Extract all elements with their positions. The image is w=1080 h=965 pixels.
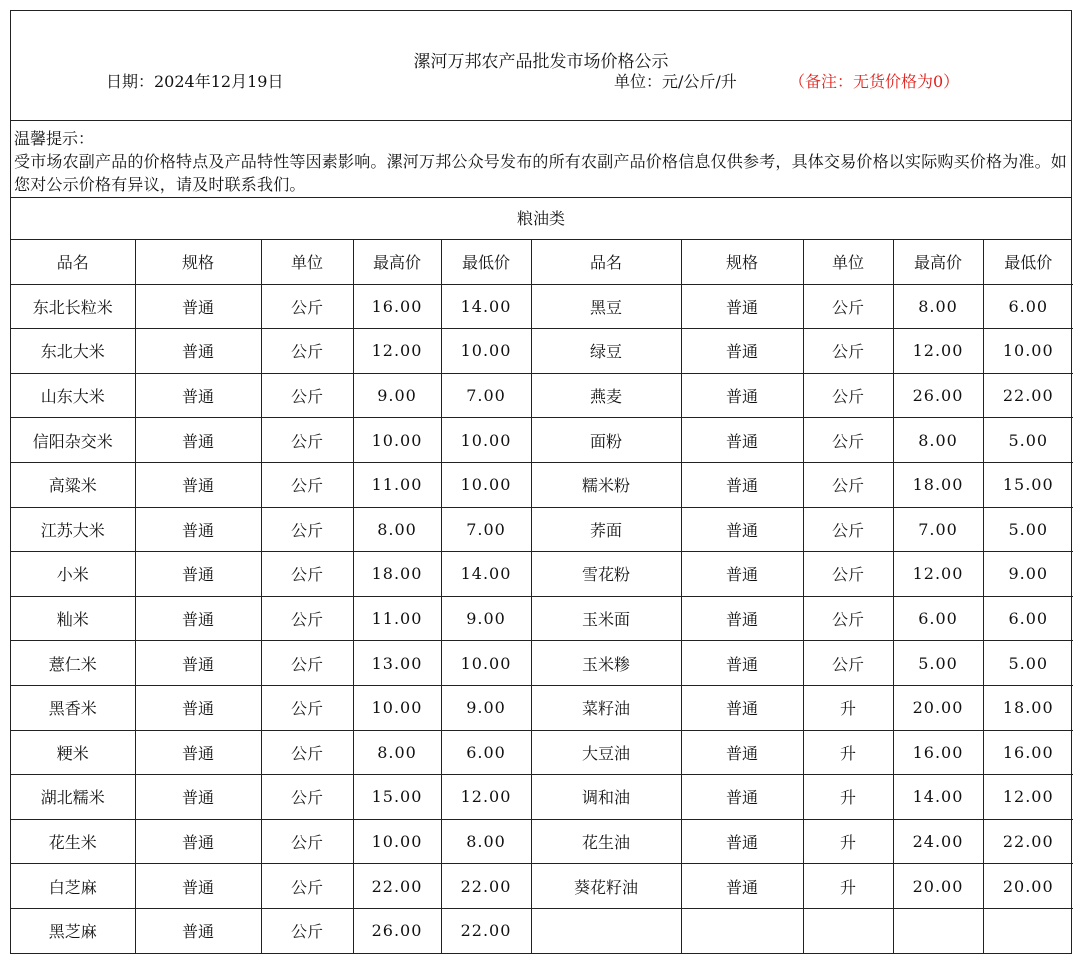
spec-cell: 普通: [135, 462, 261, 507]
max-price-cell: 22.00: [353, 864, 441, 909]
min-price-cell: 6.00: [983, 284, 1073, 329]
unit-cell: 升: [803, 775, 893, 820]
min-price-cell: 9.00: [441, 596, 531, 641]
spec-cell: 普通: [681, 730, 803, 775]
product-name-cell: 大豆油: [531, 730, 681, 775]
max-price-cell: 8.00: [893, 284, 983, 329]
product-name-cell: 玉米糁: [531, 641, 681, 686]
spec-cell: 普通: [681, 284, 803, 329]
min-price-cell: 5.00: [983, 641, 1073, 686]
category-title: 粮油类: [11, 198, 1071, 240]
max-price-cell: 10.00: [353, 418, 441, 463]
product-name-cell: 玉米面: [531, 596, 681, 641]
table-row: [11, 418, 1073, 463]
spec-cell: 普通: [135, 908, 261, 952]
spec-cell: 普通: [135, 418, 261, 463]
product-name-cell: 糯米粉: [531, 462, 681, 507]
column-header: 最低价: [441, 240, 531, 284]
unit-cell: 公斤: [261, 507, 353, 552]
min-price-cell: 10.00: [441, 641, 531, 686]
max-price-cell: 12.00: [893, 552, 983, 597]
product-name-cell: 白芝麻: [11, 864, 135, 909]
column-header: 品名: [531, 240, 681, 284]
max-price-cell: 11.00: [353, 596, 441, 641]
max-price-cell: 6.00: [893, 596, 983, 641]
spec-cell: 普通: [135, 864, 261, 909]
unit-cell: 公斤: [261, 418, 353, 463]
min-price-cell: 8.00: [441, 819, 531, 864]
min-price-cell: [983, 908, 1073, 952]
unit-cell: 公斤: [261, 284, 353, 329]
product-name-cell: 小米: [11, 552, 135, 597]
spec-cell: 普通: [135, 596, 261, 641]
table-row: [11, 507, 1073, 552]
product-name-cell: 江苏大米: [11, 507, 135, 552]
table-row: [11, 730, 1073, 775]
max-price-cell: 8.00: [893, 418, 983, 463]
min-price-cell: 22.00: [983, 819, 1073, 864]
min-price-cell: 9.00: [441, 685, 531, 730]
spec-cell: 普通: [135, 329, 261, 374]
product-name-cell: 花生油: [531, 819, 681, 864]
unit-cell: 公斤: [261, 596, 353, 641]
min-price-cell: 15.00: [983, 462, 1073, 507]
table-row: [11, 864, 1073, 909]
table-row: [11, 552, 1073, 597]
product-name-cell: 调和油: [531, 775, 681, 820]
page-title: 漯河万邦农产品批发市场价格公示: [413, 52, 669, 72]
table-row: [11, 596, 1073, 641]
unit-cell: 升: [803, 730, 893, 775]
spec-cell: [681, 908, 803, 952]
table-row: [11, 462, 1073, 507]
max-price-cell: 12.00: [353, 329, 441, 374]
column-header: 品名: [11, 240, 135, 284]
min-price-cell: 22.00: [441, 908, 531, 952]
product-name-cell: [531, 908, 681, 952]
spec-cell: 普通: [135, 641, 261, 686]
spec-cell: 普通: [135, 819, 261, 864]
unit-cell: 公斤: [261, 775, 353, 820]
max-price-cell: 26.00: [893, 373, 983, 418]
sheet-header: [11, 11, 1071, 121]
min-price-cell: 10.00: [441, 462, 531, 507]
max-price-cell: 18.00: [893, 462, 983, 507]
spec-cell: 普通: [135, 730, 261, 775]
tips-section: [11, 121, 1071, 198]
price-sheet: [10, 10, 1072, 954]
product-name-cell: 湖北糯米: [11, 775, 135, 820]
unit-cell: [803, 908, 893, 952]
spec-cell: 普通: [681, 462, 803, 507]
spec-cell: 普通: [135, 507, 261, 552]
max-price-cell: 20.00: [893, 685, 983, 730]
tips-heading: 温馨提示：: [14, 129, 95, 148]
max-price-cell: 26.00: [353, 908, 441, 952]
product-name-cell: 东北大米: [11, 329, 135, 374]
min-price-cell: 5.00: [983, 418, 1073, 463]
product-name-cell: 绿豆: [531, 329, 681, 374]
column-header: 单位: [803, 240, 893, 284]
product-name-cell: 花生米: [11, 819, 135, 864]
spec-cell: 普通: [681, 685, 803, 730]
min-price-cell: 10.00: [983, 329, 1073, 374]
product-name-cell: 山东大米: [11, 373, 135, 418]
max-price-cell: 20.00: [893, 864, 983, 909]
min-price-cell: 5.00: [983, 507, 1073, 552]
table-row: [11, 685, 1073, 730]
max-price-cell: 24.00: [893, 819, 983, 864]
unit-cell: 公斤: [803, 373, 893, 418]
unit-label: 单位：元/公斤/升: [614, 72, 737, 91]
min-price-cell: 12.00: [983, 775, 1073, 820]
max-price-cell: 10.00: [353, 685, 441, 730]
spec-cell: 普通: [135, 775, 261, 820]
date-label: 日期：2024年12月19日: [106, 72, 284, 91]
spec-cell: 普通: [681, 596, 803, 641]
product-name-cell: 黑豆: [531, 284, 681, 329]
max-price-cell: 10.00: [353, 819, 441, 864]
min-price-cell: 10.00: [441, 418, 531, 463]
product-name-cell: 荞面: [531, 507, 681, 552]
unit-cell: 公斤: [261, 552, 353, 597]
unit-cell: 公斤: [803, 552, 893, 597]
spec-cell: 普通: [681, 418, 803, 463]
min-price-cell: 6.00: [441, 730, 531, 775]
min-price-cell: 22.00: [983, 373, 1073, 418]
column-header: 规格: [681, 240, 803, 284]
unit-cell: 公斤: [803, 507, 893, 552]
spec-cell: 普通: [681, 552, 803, 597]
max-price-cell: 7.00: [893, 507, 983, 552]
table-row: [11, 775, 1073, 820]
min-price-cell: 12.00: [441, 775, 531, 820]
unit-cell: 公斤: [803, 418, 893, 463]
min-price-cell: 10.00: [441, 329, 531, 374]
unit-cell: 升: [803, 864, 893, 909]
spec-cell: 普通: [135, 552, 261, 597]
spec-cell: 普通: [135, 685, 261, 730]
min-price-cell: 20.00: [983, 864, 1073, 909]
max-price-cell: 8.00: [353, 507, 441, 552]
unit-cell: 升: [803, 685, 893, 730]
table-row: [11, 908, 1073, 952]
min-price-cell: 7.00: [441, 373, 531, 418]
spec-cell: 普通: [681, 775, 803, 820]
spec-cell: 普通: [681, 864, 803, 909]
unit-cell: 公斤: [803, 596, 893, 641]
unit-cell: 公斤: [261, 685, 353, 730]
product-name-cell: 黑芝麻: [11, 908, 135, 952]
max-price-cell: 15.00: [353, 775, 441, 820]
max-price-cell: [893, 908, 983, 952]
min-price-cell: 14.00: [441, 284, 531, 329]
unit-cell: 公斤: [261, 819, 353, 864]
spec-cell: 普通: [681, 329, 803, 374]
unit-cell: 公斤: [261, 329, 353, 374]
spec-cell: 普通: [135, 284, 261, 329]
spec-cell: 普通: [135, 373, 261, 418]
spec-cell: 普通: [681, 373, 803, 418]
product-name-cell: 雪花粉: [531, 552, 681, 597]
unit-cell: 公斤: [803, 462, 893, 507]
table-row: [11, 329, 1073, 374]
unit-cell: 公斤: [261, 373, 353, 418]
unit-cell: 公斤: [261, 730, 353, 775]
product-name-cell: 菜籽油: [531, 685, 681, 730]
unit-cell: 升: [803, 819, 893, 864]
product-name-cell: 面粉: [531, 418, 681, 463]
table-row: [11, 819, 1073, 864]
unit-cell: 公斤: [261, 864, 353, 909]
max-price-cell: 8.00: [353, 730, 441, 775]
max-price-cell: 16.00: [893, 730, 983, 775]
unit-cell: 公斤: [803, 329, 893, 374]
spec-cell: 普通: [681, 641, 803, 686]
unit-cell: 公斤: [261, 462, 353, 507]
max-price-cell: 13.00: [353, 641, 441, 686]
unit-cell: 公斤: [803, 284, 893, 329]
price-table-body: [11, 284, 1073, 952]
max-price-cell: 18.00: [353, 552, 441, 597]
max-price-cell: 9.00: [353, 373, 441, 418]
unit-cell: 公斤: [803, 641, 893, 686]
product-name-cell: 信阳杂交米: [11, 418, 135, 463]
column-header: 最低价: [983, 240, 1073, 284]
min-price-cell: 18.00: [983, 685, 1073, 730]
product-name-cell: 薏仁米: [11, 641, 135, 686]
min-price-cell: 22.00: [441, 864, 531, 909]
tips-body: 受市场农副产品的价格特点及产品特性等因素影响。漯河万邦公众号发布的所有农副产品价格信息仅供参考，具体交易价格以实际购买价格为准。如您对公示价格有异议，请及时联系我们。: [14, 152, 1068, 194]
min-price-cell: 16.00: [983, 730, 1073, 775]
product-name-cell: 葵花籽油: [531, 864, 681, 909]
product-name-cell: 燕麦: [531, 373, 681, 418]
table-header-row: [11, 240, 1073, 284]
spec-cell: 普通: [681, 507, 803, 552]
unit-cell: 公斤: [261, 641, 353, 686]
max-price-cell: 5.00: [893, 641, 983, 686]
spec-cell: 普通: [681, 819, 803, 864]
max-price-cell: 14.00: [893, 775, 983, 820]
table-row: [11, 641, 1073, 686]
max-price-cell: 16.00: [353, 284, 441, 329]
table-row: [11, 373, 1073, 418]
min-price-cell: 6.00: [983, 596, 1073, 641]
product-name-cell: 粳米: [11, 730, 135, 775]
table-row: [11, 284, 1073, 329]
product-name-cell: 高粱米: [11, 462, 135, 507]
note-label: （备注：无货价格为0）: [789, 72, 960, 91]
max-price-cell: 12.00: [893, 329, 983, 374]
product-name-cell: 黑香米: [11, 685, 135, 730]
column-header: 最高价: [893, 240, 983, 284]
min-price-cell: 14.00: [441, 552, 531, 597]
column-header: 规格: [135, 240, 261, 284]
min-price-cell: 9.00: [983, 552, 1073, 597]
unit-cell: 公斤: [261, 908, 353, 952]
column-header: 最高价: [353, 240, 441, 284]
product-name-cell: 东北长粒米: [11, 284, 135, 329]
product-name-cell: 籼米: [11, 596, 135, 641]
max-price-cell: 11.00: [353, 462, 441, 507]
column-header: 单位: [261, 240, 353, 284]
price-table: [11, 240, 1073, 953]
min-price-cell: 7.00: [441, 507, 531, 552]
